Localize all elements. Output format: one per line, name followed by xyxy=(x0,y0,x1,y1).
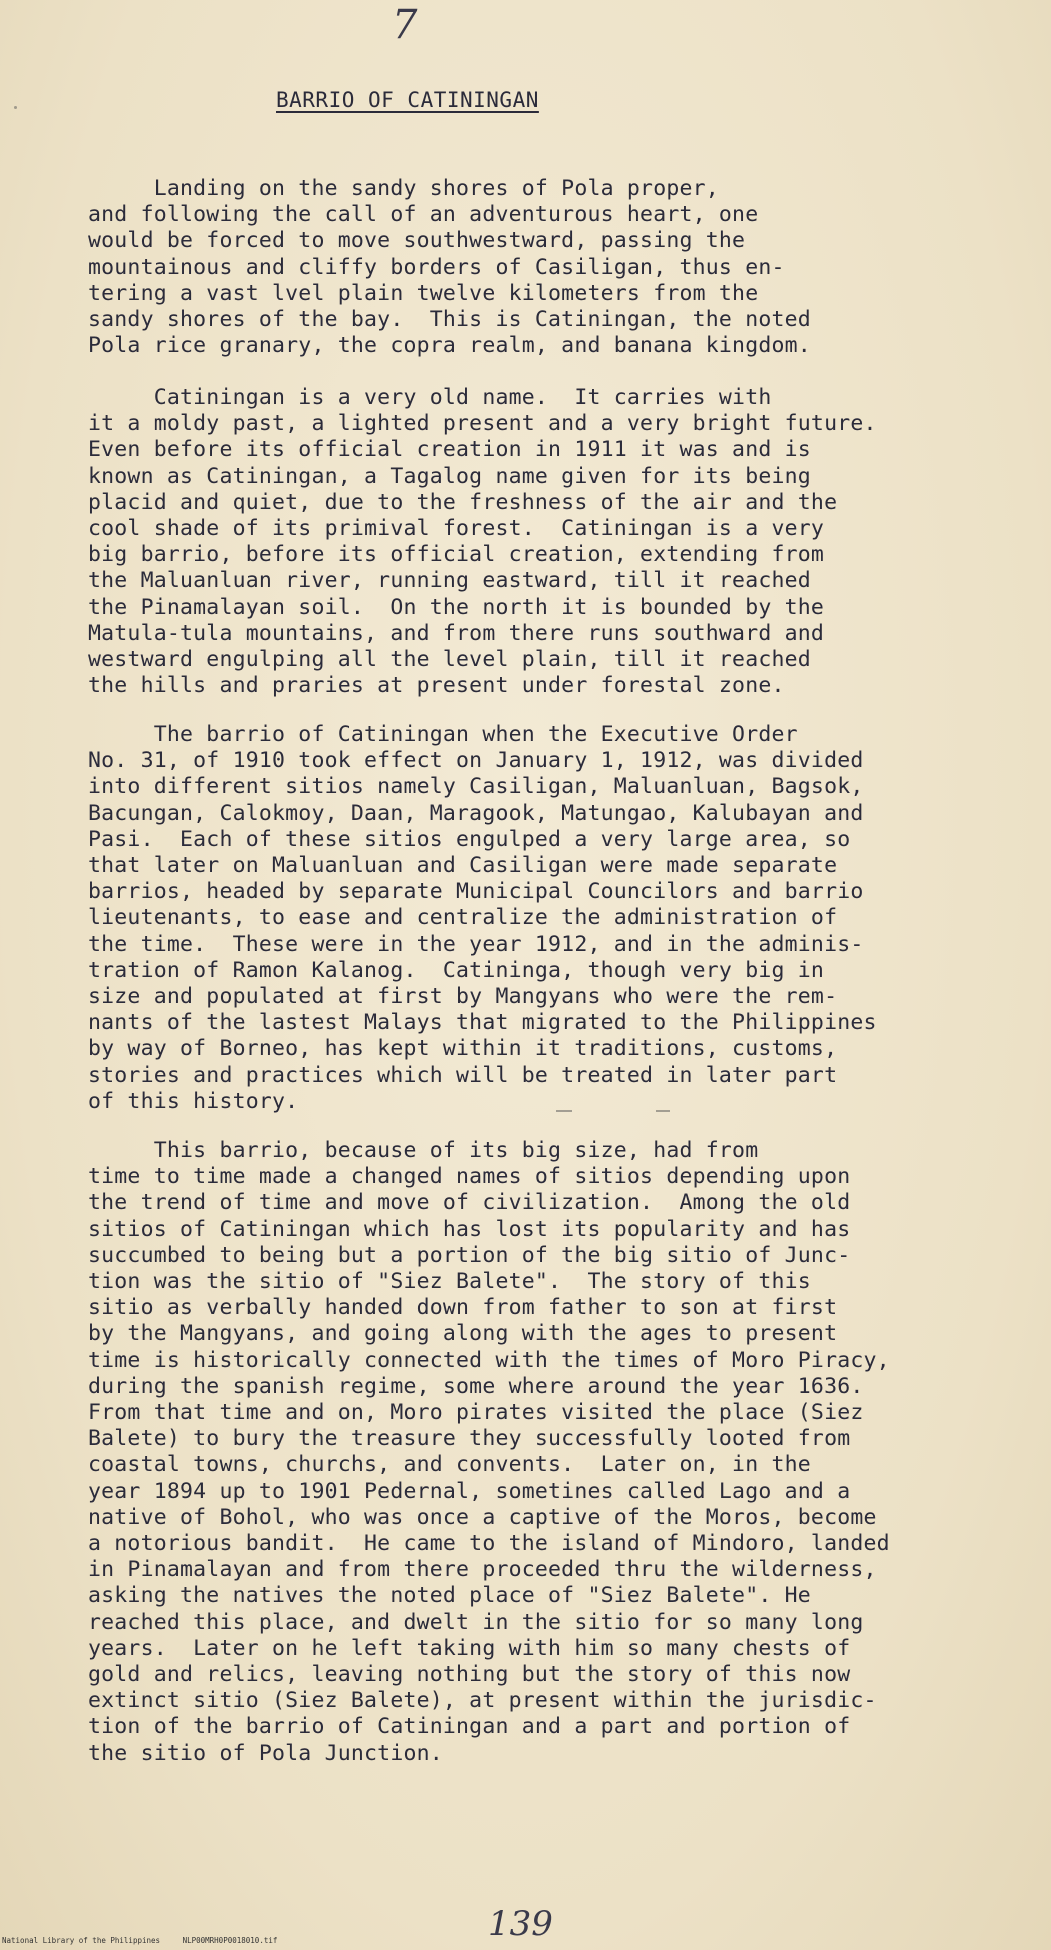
text-line: and following the call of an adventurous heart, one xyxy=(88,202,759,228)
text-line: placid and quiet, due to the freshness of the air and the xyxy=(88,489,838,515)
text-line: year 1894 up to 1901 Pedernal, sometines called Lago and a xyxy=(88,1478,851,1504)
text-line: size and populated at first by Mangyans who were the rem- xyxy=(88,984,838,1010)
text-line: big barrio, before its official creation, extending from xyxy=(88,542,825,568)
text-line: sitios of Catiningan which has lost its popularity and has xyxy=(88,1216,851,1242)
text-line: Bacungan, Calokmoy, Daan, Maragook, Matungao, Kalubayan and xyxy=(88,800,864,826)
text-line: time is historically connected with the times of Moro Piracy, xyxy=(88,1347,890,1373)
text-line: No. 31, of 1910 took effect on January 1, 1912, was divided xyxy=(88,748,864,774)
text-line: the hills and praries at present under forestal zone. xyxy=(88,673,785,699)
text-line: that later on Maluanluan and Casiligan were made separate xyxy=(88,853,838,879)
text-line: The barrio of Catiningan when the Executive Order xyxy=(88,722,798,747)
text-line: asking the natives the noted place of "Siez Balete". He xyxy=(88,1583,811,1609)
paragraph-1 xyxy=(88,176,811,359)
paper-speck xyxy=(14,106,17,109)
paragraph-2 xyxy=(88,385,877,699)
text-line: in Pinamalayan and from there proceeded thru the wilderness, xyxy=(88,1557,877,1583)
text-line: sandy shores of the bay. This is Catiningan, the noted xyxy=(88,307,811,333)
paper-mark xyxy=(656,1110,670,1112)
text-line: tion of the barrio of Catiningan and a part and portion of xyxy=(88,1714,851,1740)
text-line: coastal towns, churchs, and convents. Later on, in the xyxy=(88,1452,811,1478)
text-line: the Pinamalayan soil. On the north it is bounded by the xyxy=(88,594,825,620)
text-line: tration of Ramon Kalanog. Catininga, though very big in xyxy=(88,957,825,983)
text-line: gold and relics, leaving nothing but the story of this now xyxy=(88,1662,851,1688)
text-line: barrios, headed by separate Municipal Councilors and barrio xyxy=(88,879,864,905)
text-line: Catiningan is a very old name. It carries with xyxy=(88,385,772,410)
text-line: years. Later on he left taking with him so many chests of xyxy=(88,1635,851,1661)
text-line: of this history. xyxy=(88,1088,299,1114)
handwritten-page-number: 7 xyxy=(392,2,418,48)
paper-mark xyxy=(556,1110,572,1112)
text-line: mountainous and cliffy borders of Casiligan, thus en- xyxy=(88,254,785,280)
footer-library: National Library of the Philippines xyxy=(2,1936,161,1945)
text-line: Pasi. Each of these sitios engulped a very large area, so xyxy=(88,826,851,852)
text-line: by way of Borneo, has kept within it traditions, customs, xyxy=(88,1036,838,1062)
text-line: succumbed to being but a portion of the big sitio of Junc- xyxy=(88,1242,851,1268)
handwritten-page-mark: 139 xyxy=(488,1904,553,1944)
text-line: westward engulping all the level plain, till it reached xyxy=(88,647,811,673)
text-line: native of Bohol, who was once a captive of the Moros, become xyxy=(88,1504,877,1530)
text-line: Balete) to bury the treasure they successfully looted from xyxy=(88,1426,851,1452)
text-line: Matula-tula mountains, and from there runs southward and xyxy=(88,620,825,646)
text-line: cool shade of its primival forest. Catiningan is a very xyxy=(88,516,825,542)
text-line: From that time and on, Moro pirates visited the place (Siez xyxy=(88,1400,864,1426)
document-title: BARRIO OF CATININGAN xyxy=(276,88,539,112)
text-line: tering a vast lvel plain twelve kilometers from the xyxy=(88,280,759,306)
text-line: extinct sitio (Siez Balete), at present within the jurisdic- xyxy=(88,1688,877,1714)
text-line: time to time made a changed names of sitios depending upon xyxy=(88,1164,851,1190)
text-line: reached this place, and dwelt in the sitio for so many long xyxy=(88,1609,864,1635)
paragraph-4 xyxy=(88,1138,890,1767)
text-line: stories and practices which will be treated in later part xyxy=(88,1062,838,1088)
text-line: lieutenants, to ease and centralize the administration of xyxy=(88,905,838,931)
text-line: during the spanish regime, some where around the year 1636. xyxy=(88,1373,864,1399)
text-line: the Maluanluan river, running eastward, till it reached xyxy=(88,568,811,594)
text-line: a notorious bandit. He came to the island of Mindoro, landed xyxy=(88,1531,890,1557)
text-line: Pola rice granary, the copra realm, and banana kingdom. xyxy=(88,333,811,359)
text-line: Even before its official creation in 1911 it was and is xyxy=(88,437,811,463)
text-line: nants of the lastest Malays that migrated to the Philippines xyxy=(88,1010,877,1036)
text-line: would be forced to move southwestward, passing the xyxy=(88,228,746,254)
text-line: into different sitios namely Casiligan, Maluanluan, Bagsok, xyxy=(88,774,864,800)
text-line: known as Catiningan, a Tagalog name given for its being xyxy=(88,463,811,489)
scan-footer xyxy=(2,1936,295,1945)
text-line: the trend of time and move of civilization. Among the old xyxy=(88,1190,851,1216)
text-line: sitio as verbally handed down from father to son at first xyxy=(88,1295,838,1321)
text-line: by the Mangyans, and going along with the ages to present xyxy=(88,1321,838,1347)
text-line: tion was the sitio of "Siez Balete". The story of this xyxy=(88,1269,811,1295)
text-line: it a moldy past, a lighted present and a very bright future. xyxy=(88,411,877,437)
footer-file: NLP00MRH0P0018010.tif xyxy=(182,1936,278,1945)
text-line: the sitio of Pola Junction. xyxy=(88,1740,443,1766)
text-line: the time. These were in the year 1912, and in the adminis- xyxy=(88,931,864,957)
text-line: This barrio, because of its big size, had from xyxy=(88,1138,759,1163)
paragraph-3 xyxy=(88,722,877,1115)
text-line: Landing on the sandy shores of Pola proper, xyxy=(88,176,719,201)
